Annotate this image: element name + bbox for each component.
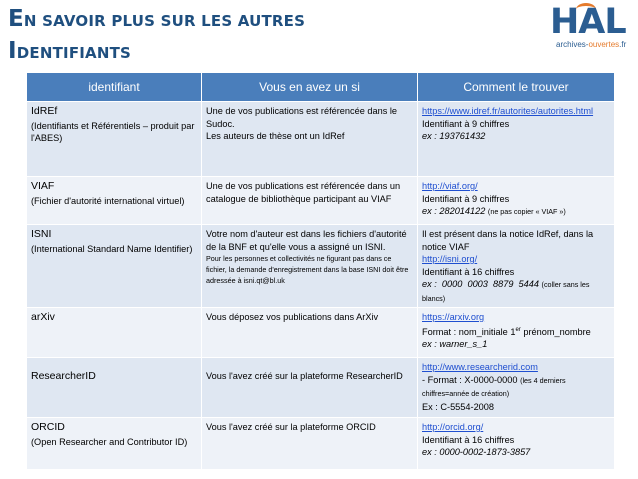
page-title (8, 4, 448, 68)
identifier-info: Identifiant à 9 chiffres (422, 118, 510, 129)
viaf-link[interactable]: http://viaf.org/ (422, 181, 478, 191)
table-row (27, 177, 615, 225)
identifier-description: (Open Researcher and Contributor ID) (31, 436, 188, 447)
idref-link[interactable]: https://www.idref.fr/autorites/autorites.html (422, 106, 594, 116)
identifier-name: ISNI (31, 228, 52, 240)
identifier-info-pre: Il est présent dans la notice IdRef, dans la notice VIAF (422, 229, 594, 252)
row-condition-cell (202, 102, 418, 177)
row-condition-cell (202, 308, 418, 358)
identifier-description: (Fichier d'autorité international virtuel) (31, 195, 185, 206)
row-how-to-cell (418, 308, 615, 358)
identifier-example: Ex : C-5554-2008 (422, 401, 495, 412)
logo-subtitle: archives-ouvertes.fr (556, 40, 627, 49)
identifier-name: arXiv (31, 311, 55, 323)
header-identifiant: identifiant (27, 73, 202, 102)
identifier-name: ORCID (31, 421, 65, 433)
arxiv-link[interactable]: https://arxiv.org (422, 312, 485, 322)
identifier-info: Identifiant à 16 chiffres (422, 434, 515, 445)
condition-text: Vous déposez vos publications dans ArXiv (206, 312, 379, 322)
identifier-example: ex : 193761432 (422, 131, 486, 141)
condition-text-2: Pour les personnes et collectivités ne figurant pas dans ce fichier, la demande d'enregistrement dans la base ISNI doit être adressée à isni.qt@bl.uk (206, 254, 409, 285)
condition-text: Vous l'avez créé sur la plateforme ResearcherID (206, 371, 403, 381)
row-how-to-cell (418, 225, 615, 308)
table-row (27, 308, 615, 358)
row-condition-cell (202, 177, 418, 225)
identifiers-table (26, 72, 615, 470)
researcherid-link[interactable]: http://www.researcherid.com (422, 362, 538, 372)
condition-text: Votre nom d'auteur est dans les fichiers d'autorité de la BNF et qu'elle vous a assigné un ISNI. (206, 229, 407, 252)
identifier-name: VIAF (31, 180, 55, 192)
identifier-info: Identifiant à 16 chiffres (422, 266, 515, 277)
row-how-to-cell (418, 358, 615, 418)
title-line-2: IDENTIFIANTS (8, 38, 132, 64)
condition-text-2: Les auteurs de thèse ont un IdRef (206, 131, 345, 141)
identifier-note: (coller sans les blancs) (422, 280, 590, 303)
header-condition: Vous en avez un si (202, 73, 418, 102)
identifier-note: (ne pas copier « VIAF ») (487, 207, 566, 216)
row-identifier-cell (27, 225, 202, 308)
row-identifier-cell (27, 358, 202, 418)
title-line-1: EN SAVOIR PLUS SUR LES AUTRES (8, 6, 306, 32)
table-row (27, 418, 615, 470)
table-row (27, 102, 615, 177)
identifier-note: (les 4 derniers chiffres=année de création) (422, 375, 566, 398)
row-how-to-cell (418, 102, 615, 177)
identifier-name: ResearcherID (31, 370, 96, 382)
condition-text: Vous l'avez créé sur la plateforme ORCID (206, 422, 376, 432)
row-condition-cell (202, 418, 418, 470)
table-header-row (27, 73, 615, 102)
identifier-description: (International Standard Name Identifier) (31, 243, 193, 254)
orcid-link[interactable]: http://orcid.org/ (422, 422, 484, 432)
identifier-name: IdREf (31, 105, 58, 117)
table-row (27, 225, 615, 308)
hal-logo (548, 2, 632, 50)
row-how-to-cell (418, 177, 615, 225)
identifier-info: Identifiant à 9 chiffres (422, 193, 510, 204)
logo-text: HAL (550, 2, 626, 42)
row-condition-cell (202, 358, 418, 418)
row-identifier-cell (27, 102, 202, 177)
row-how-to-cell (418, 418, 615, 470)
identifier-format: Format : nom_initiale 1er prénom_nombre (422, 326, 591, 337)
isni-link[interactable]: http://isni.org/ (422, 254, 478, 264)
row-identifier-cell (27, 177, 202, 225)
identifier-format: - Format : X-0000-0000 (422, 374, 518, 385)
condition-text: Une de vos publications est référencée dans un catalogue de bibliothèque participant au VIAF (206, 181, 401, 204)
identifier-example: ex : 0000 0003 8879 5444 (422, 279, 539, 289)
identifier-example: ex : 0000-0002-1873-3857 (422, 447, 531, 457)
identifier-description: (Identifiants et Référentiels – produit par l'ABES) (31, 120, 195, 143)
identifier-example: ex : warner_s_1 (422, 339, 488, 350)
table-row (27, 358, 615, 418)
condition-text: Une de vos publications est référencée dans le Sudoc. (206, 106, 398, 129)
header-how-to-find: Comment le trouver (418, 73, 615, 102)
row-identifier-cell (27, 418, 202, 470)
row-identifier-cell (27, 308, 202, 358)
row-condition-cell (202, 225, 418, 308)
identifier-example: ex : 282014122 (422, 206, 486, 216)
